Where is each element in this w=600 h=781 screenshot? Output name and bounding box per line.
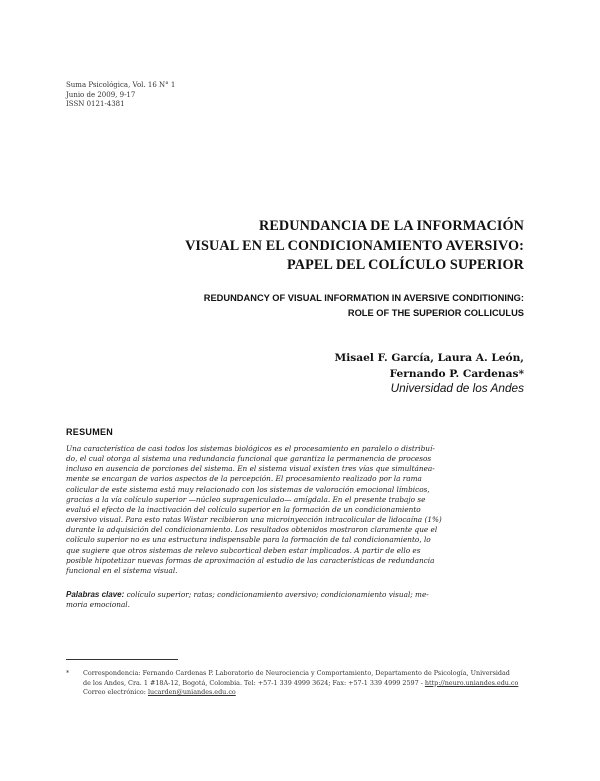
email-link[interactable]: lucarden@uniandes.edu.co xyxy=(147,688,236,697)
abstract-line: funcional en el sistema visual. xyxy=(66,565,178,575)
abstract-line: colículo superior no es una estructura indispensable para la formación de tal condicionamiento, lo xyxy=(66,535,431,545)
abstract-line: posible hipotetizar nuevas formas de aproximación al estudio de las características de redundancia xyxy=(66,555,435,565)
lab-website-link[interactable]: http://neuro.uniandes.edu.co xyxy=(424,678,519,687)
abstract-line: gracias a la vía colículo superior —núcleo suprageniculado— amígdala. En el presente trabajo se xyxy=(66,494,426,504)
keywords-line xyxy=(66,590,530,600)
footnote-text: de los Andes, Cra. 1 #18A-12, Bogotá, Colombia. Tel: +57-1 339 4999 3624; Fax: +57-1 339 4999 2597 - xyxy=(83,678,425,687)
footnote-text: Correo electrónico: xyxy=(83,688,148,697)
affiliation: Universidad de los Andes xyxy=(390,381,524,395)
abstract-line: incluso en ausencia de porciones del sistema. En el sistema visual existen tres vías que simultánea- xyxy=(66,464,435,474)
keywords xyxy=(66,590,530,610)
title-spanish xyxy=(185,217,524,276)
title-english xyxy=(204,291,524,321)
title-es-line: PAPEL DEL COLÍCULO SUPERIOR xyxy=(287,257,524,273)
abstract-line: aversivo visual. Para esto ratas Wistar recibieron una microinyección intracolicular de lidocaína (1%) xyxy=(66,515,442,525)
footnote-text: Correspondencia: Fernando Cardenas P. Laboratorio de Neurociencia y Comportamiento, Departamento de Psicología, Universidad xyxy=(83,669,510,677)
title-en-line: REDUNDANCY OF VISUAL INFORMATION IN AVERSIVE CONDITIONING: xyxy=(203,293,524,303)
title-es-line: VISUAL EN EL CONDICIONAMIENTO AVERSIVO: xyxy=(185,237,524,254)
footnote-line xyxy=(66,688,546,698)
abstract-body xyxy=(66,444,530,576)
authors-line: Misael F. García, Laura A. León, xyxy=(334,352,524,364)
journal-volume: Suma Psicológica, Vol. 16 N° 1 xyxy=(66,81,176,89)
journal-issn: ISSN 0121-4381 xyxy=(66,100,125,108)
title-es-line: REDUNDANCIA DE LA INFORMACIÓN xyxy=(259,218,524,234)
abstract-line: mente se encargan de varios aspectos de la percepción. El procesamiento realizado por la rama xyxy=(66,474,422,484)
title-en-line: ROLE OF THE SUPERIOR COLLICULUS xyxy=(347,308,524,318)
footnote-line xyxy=(66,679,546,689)
footnote xyxy=(66,669,546,698)
journal-info xyxy=(66,81,175,110)
keywords-label: Palabras clave: xyxy=(66,590,125,599)
keywords-text: colículo superior; ratas; condicionamiento aversivo; condicionamiento visual; me- xyxy=(124,590,429,599)
journal-date-pages: Junio de 2009, 9-17 xyxy=(66,90,136,99)
abstract-line: colicular de este sistema está muy relacionado con los sistemas de valoración emocional límbicos, xyxy=(66,484,430,494)
keywords-line: moria emocional. xyxy=(66,600,130,610)
footnote-line xyxy=(66,669,546,679)
abstract-heading: RESUMEN xyxy=(66,427,114,437)
abstract-line: evaluó el efecto de la inactivación del colículo superior en la formación de un condicionamiento xyxy=(66,504,421,514)
abstract-line: que sugiere que otros sistemas de relevo subcortical deben estar implicados. A partir de ello es xyxy=(66,545,421,555)
footnote-divider xyxy=(66,659,178,660)
footnote-mark: * xyxy=(66,669,70,677)
authors-line: Fernando P. Cardenas* xyxy=(389,368,524,380)
abstract-line: do, el cual otorga al sistema una redundancia funcional que garantiza la permanencia de procesos xyxy=(66,454,432,464)
authors xyxy=(335,350,524,382)
abstract-line: Una característica de casi todos los sistemas biológicos es el procesamiento en paralelo o distribuí- xyxy=(66,444,435,453)
abstract-line: durante la adquisición del condicionamiento. Los resultados obtenidos mostraron claramente que el xyxy=(66,525,438,535)
